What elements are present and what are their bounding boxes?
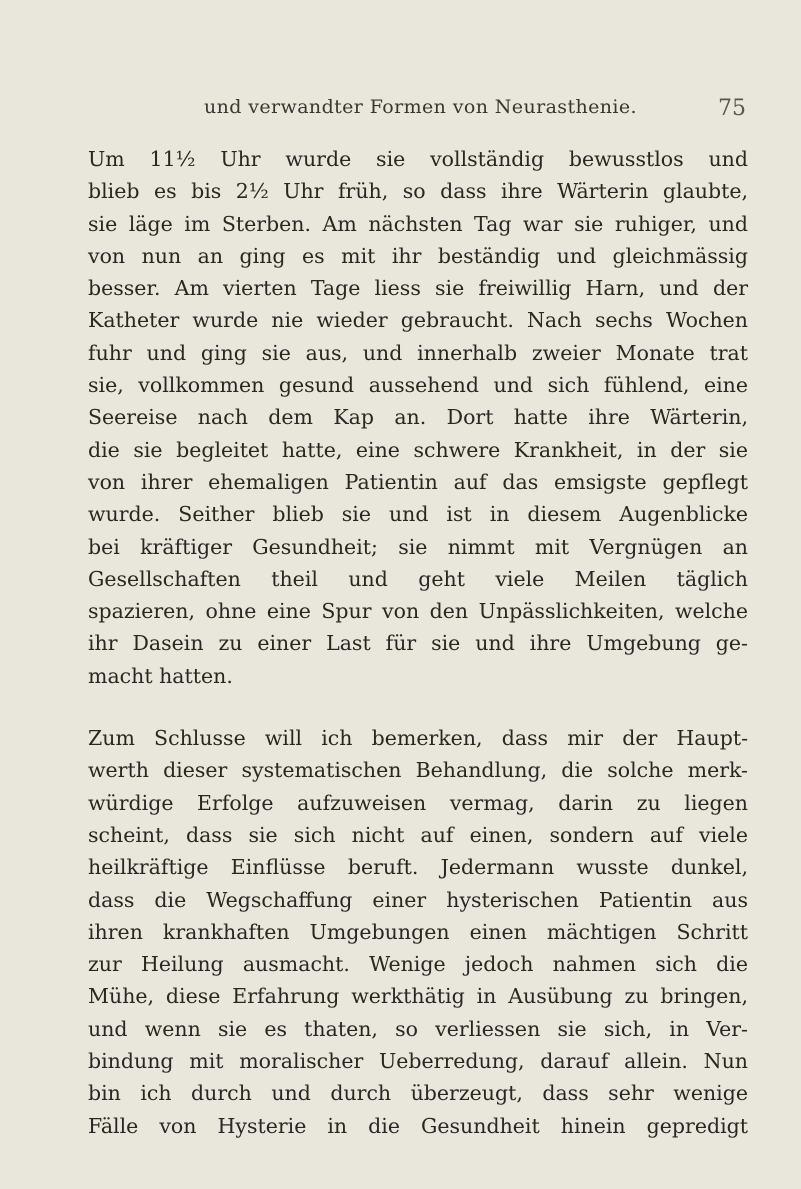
text-line: fuhr und ging sie aus, und innerhalb zweier Monate trat (88, 340, 748, 365)
body-text (88, 143, 748, 1142)
text-line: macht hatten. (88, 663, 233, 688)
text-line: sie, vollkommen gesund aussehend und sich fühlend, eine (88, 373, 748, 398)
text-line: von ihrer ehemaligen Patientin auf das emsigste gepflegt (88, 469, 748, 494)
text-line: spazieren, ohne eine Spur von den Unpässlichkeiten, welche (88, 599, 748, 624)
page-header (88, 96, 746, 130)
text-line: besser. Am vierten Tage liess sie freiwillig Harn, und der (88, 276, 748, 301)
text-line: Zum Schlusse will ich bemerken, dass mir der Haupt- (88, 726, 748, 751)
text-line: ihr Dasein zu einer Last für sie und ihre Umgebung ge- (88, 631, 748, 656)
running-head: und verwandter Formen von Neurasthenie. (204, 96, 637, 118)
text-line: die sie begleitet hatte, eine schwere Krankheit, in der sie (88, 437, 748, 462)
paragraph-1 (88, 143, 748, 692)
text-line: sie läge im Sterben. Am nächsten Tag war sie ruhiger, und (88, 211, 748, 236)
text-line: Fälle von Hysterie in die Gesundheit hinein gepredigt (88, 1113, 748, 1138)
text-line: heilkräftige Einflüsse beruft. Jedermann wusste dunkel, (88, 855, 748, 880)
text-line: scheint, dass sie sich nicht auf einen, sondern auf viele (88, 822, 748, 847)
paragraph-2 (88, 722, 748, 1142)
text-line: dass die Wegschaffung einer hysterischen Patientin aus (88, 887, 748, 912)
text-line: werth dieser systematischen Behandlung, die solche merk- (88, 758, 748, 783)
text-line: blieb es bis 2½ Uhr früh, so dass ihre Wärterin glaubte, (88, 179, 748, 204)
text-line: wurde. Seither blieb sie und ist in diesem Augenblicke (88, 502, 748, 527)
text-line: von nun an ging es mit ihr beständig und gleichmässig (88, 243, 748, 268)
text-line: bei kräftiger Gesundheit; sie nimmt mit Vergnügen an (88, 534, 748, 559)
text-line: Gesellschaften theil und geht viele Meilen täglich (88, 566, 748, 591)
page-number: 75 (718, 96, 746, 121)
text-line: Katheter wurde nie wieder gebraucht. Nach sechs Wochen (88, 308, 748, 333)
text-line: ihren krankhaften Umgebungen einen mächtigen Schritt (88, 919, 748, 944)
text-line: zur Heilung ausmacht. Wenige jedoch nahmen sich die (88, 952, 748, 977)
text-line: und wenn sie es thaten, so verliessen sie sich, in Ver- (88, 1016, 748, 1041)
text-line: würdige Erfolge aufzuweisen vermag, darin zu liegen (88, 790, 748, 815)
text-line: Um 11½ Uhr wurde sie vollständig bewusstlos und (88, 147, 748, 171)
text-line: Seereise nach dem Kap an. Dort hatte ihre Wärterin, (88, 405, 748, 430)
text-line: Mühe, diese Erfahrung werkthätig in Ausübung zu bringen, (88, 984, 748, 1009)
text-line: bindung mit moralischer Ueberredung, darauf allein. Nun (88, 1049, 748, 1074)
text-line: bin ich durch und durch überzeugt, dass sehr wenige (88, 1081, 748, 1106)
